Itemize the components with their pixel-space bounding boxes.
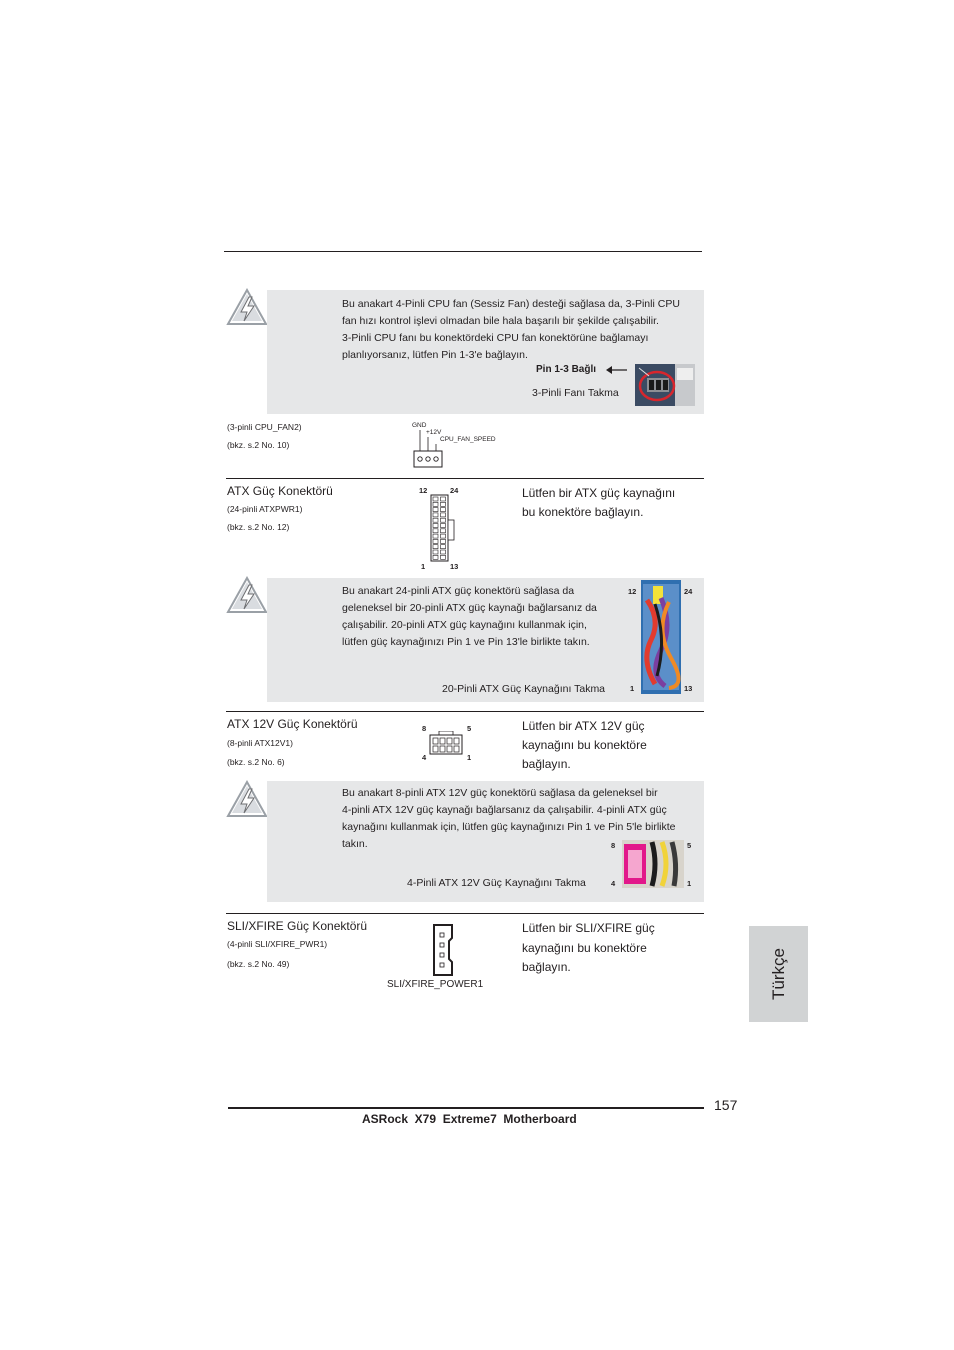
atx-24pin-connector [429,494,457,562]
atx12v-name: (8-pinli ATX12V1) [227,738,293,748]
desc-line: bağlayın. [522,757,571,771]
atx12v-note-caption: 4-Pinli ATX 12V Güç Kaynağını Takma [407,877,586,889]
desc-line: Lütfen bir ATX güç kaynağını [522,486,676,500]
note-line: Bu anakart 24-pinli ATX güç konektörü sağlasa da [342,585,575,597]
atx-note-text [342,583,622,651]
desc-line: bu konektöre bağlayın. [522,505,644,519]
pin-label-1: 1 [467,753,472,762]
footer-rule [228,1107,704,1109]
atx12v-desc [522,717,647,774]
atx12v-ref: (bkz. s.2 No. 6) [227,757,285,767]
atx12v-4pin-photo [622,840,684,888]
note-line: planlıyorsanız, lütfen Pin 1-3'e bağlayın. [342,349,528,361]
note-line: Bu anakart 4-Pinli CPU fan (Sessiz Fan) desteği sağlasa da, 3-Pinli CPU [342,298,680,310]
sli-4pin-connector [431,924,455,976]
note-line: lütfen güç kaynağınızı Pin 1 ve Pin 13'le birlikte takın. [342,636,590,648]
pin-label-8: 8 [422,724,427,733]
section-rule [226,913,704,914]
page-number: 157 [714,1097,738,1113]
note-line: fan hızı kontrol işlevi olmadan bile hala başarılı bir şekilde çalışabilir. [342,315,659,327]
pin-label-8: 8 [611,841,616,850]
atx-power-name: (24-pinli ATXPWR1) [227,504,303,514]
pin-label-12: 12 [628,587,637,596]
fan-note-text [342,296,704,364]
note-line: çalışabilir. 20-pinli ATX güç kaynağını kullanmak için, [342,619,587,631]
pin-label-13: 13 [684,684,693,693]
pin-label-1: 1 [630,684,635,693]
footer-product: ASRock X79 Extreme7 Motherboard [362,1112,577,1126]
sli-title: SLI/XFIRE Güç Konektörü [227,919,368,933]
desc-line: Lütfen bir ATX 12V güç [522,719,645,733]
fan-caption: 3-Pinli Fanı Takma [532,387,619,399]
pin-label-12: 12 [419,486,428,495]
atx-20pin-photo [641,580,681,694]
v12-label: +12V [426,429,442,436]
section-rule [226,711,704,712]
pin-label: Pin 1-3 Bağlı [536,364,597,375]
top-rule [224,251,702,252]
atx12v-8pin-connector [429,731,463,755]
sli-ref: (bkz. s.2 No. 49) [227,959,290,969]
atx-power-title: ATX Güç Konektörü [227,484,333,498]
pin-label-24: 24 [450,486,459,495]
sli-connector-label: SLI/XFIRE_POWER1 [387,979,484,990]
note-line: kaynağını kullanmak için, lütfen güç kaynağınızı Pin 1 ve Pin 5'le birlikte [342,821,676,833]
note-line: 4-pinli ATX 12V güç kaynağı bağlarsanız da çalışabilir. 4-pinli ATX güç [342,804,667,816]
pin-label-5: 5 [467,724,472,733]
desc-line: Lütfen bir SLI/XFIRE güç [522,921,655,935]
fan-photo [635,364,695,406]
pin-label-1: 1 [687,879,692,888]
pin-label-4: 4 [611,879,616,888]
pin-label-24: 24 [684,587,693,596]
note-line: 3-Pinli CPU fanı bu konektördeki CPU fan konektörüne bağlamayı [342,332,649,344]
note-line: Bu anakart 8-pinli ATX 12V güç konektörü sağlasa da geleneksel bir [342,787,658,799]
atx-power-desc [522,484,675,522]
warning-icon [226,576,268,614]
warning-icon [226,780,268,818]
language-tab-label: Türkçe [768,948,788,1000]
section-rule [226,478,704,479]
fan-speed-label: CPU_FAN_SPEED [440,436,496,443]
desc-line: bağlayın. [522,960,571,974]
language-tab [749,926,808,1022]
sli-desc [522,919,655,978]
atx12v-title: ATX 12V Güç Konektörü [227,717,358,731]
pin-label-5: 5 [687,841,692,850]
note-line: geleneksel bir 20-pinli ATX güç kaynağı bağlarsanız da [342,602,597,614]
cpu-fan2-name: (3-pinli CPU_FAN2) [227,422,302,432]
gnd-label: GND [412,422,427,429]
warning-icon [226,288,268,326]
desc-line: kaynağını bu konektöre [522,738,647,752]
arrow-left-icon [606,365,628,375]
pin-label-4: 4 [422,753,427,762]
cpu-fan2-ref: (bkz. s.2 No. 10) [227,440,290,450]
pin-label-13: 13 [450,562,459,571]
atx-power-ref: (bkz. s.2 No. 12) [227,522,290,532]
desc-line: kaynağını bu konektöre [522,940,647,955]
pin-label-1: 1 [421,562,426,571]
atx-note-caption: 20-Pinli ATX Güç Kaynağını Takma [442,683,606,695]
note-line: takın. [342,838,368,850]
cpu-fan2-connector [410,427,446,469]
sli-name: (4-pinli SLI/XFIRE_PWR1) [227,939,328,949]
